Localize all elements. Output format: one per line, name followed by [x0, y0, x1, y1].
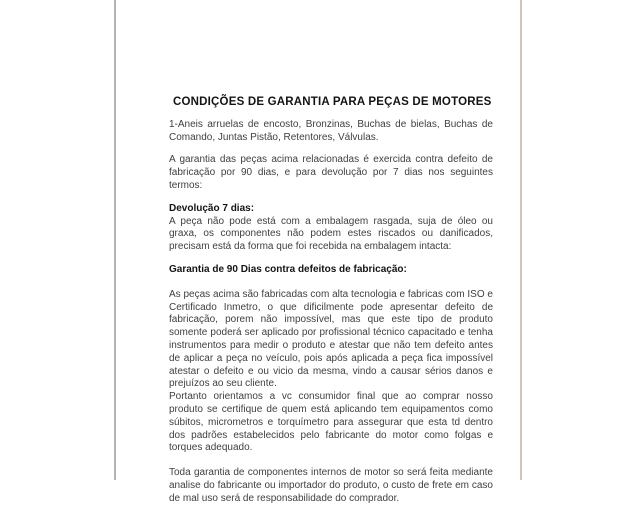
devolution-text: A peça não pode está com a embalagem rasgada, suja de óleo ou graxa, os componentes não podem estes riscados ou danificados, precisam está da forma que foi recebida na embalagem intacta:: [169, 215, 493, 253]
warranty-summary-text: A garantia das peças acima relacionadas é exercida contra defeito de fabricação por 90 dias, e para devolução por 7 dias nos seguintes termos:: [169, 154, 493, 191]
devolution-heading: Devolução 7 dias:: [169, 202, 255, 214]
page-title: CONDIÇÕES DE GARANTIA PARA PEÇAS DE MOTORES: [173, 96, 492, 108]
page-right-border: [520, 0, 522, 480]
warranty-90-text-2: Portanto orientamos a vc consumidor final que ao comprar nosso produto se certifique de quem está aplicando tem equipamentos como súbitos, micrometros e torquímetro para assegurar que esta td dentro dos padrões estabelecidos pelo fabricante do motor como folgas e torques adequado.: [169, 391, 493, 454]
warranty-90-heading: Garantia de 90 Dias contra defeitos de fabricação:: [169, 263, 407, 275]
document-content: [169, 0, 493, 506]
final-note-text: Toda garantia de componentes internos de motor so será feita mediante analise do fabricante ou importador do produto, o custo de frete em caso de mal uso será de responsabilidade do comprador.: [169, 467, 493, 504]
warranty-90-text-1: As peças acima são fabricadas com alta tecnologia e fabricas com ISO e Certificado Inmetro, o que dificilmente pode apresentar defeito de fabricação, porem não impossível, mas que este tipo de produto somente poderá ser aplicado por profissional técnico capacitado e tenha instrumentos para medir o produto e atestar que não tem defeito antes de aplicar a peça no veículo, pois após aplicada a peça fica impossível atestar o defeito e ou vicio da mesma, vindo a causar sérios danos e prejuízos ao seu cliente.: [169, 288, 493, 390]
parts-list-text: 1-Aneis arruelas de encosto, Bronzinas, Buchas de bielas, Buchas de Comando, Juntas Pistão, Retentores, Válvulas.: [169, 118, 493, 143]
page-left-border: [114, 0, 116, 480]
